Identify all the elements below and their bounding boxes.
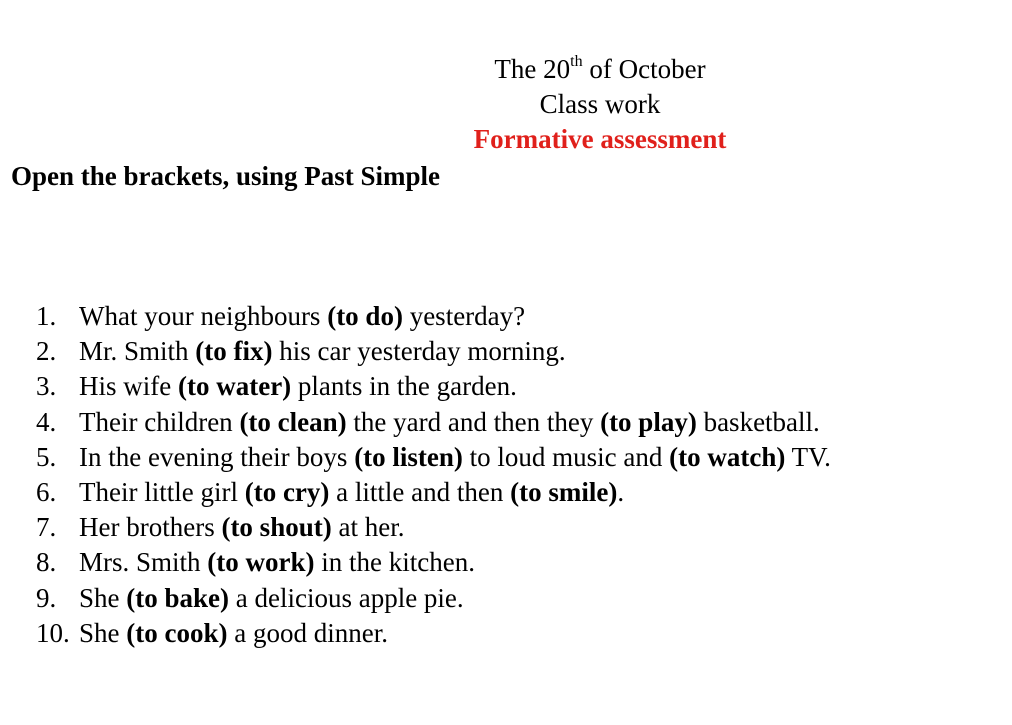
item-number: 3. — [36, 371, 57, 402]
verb-prompt: (to smile) — [510, 477, 618, 508]
sentence-text: the yard and then they — [346, 406, 601, 437]
list-item — [36, 369, 831, 404]
sentence-text: a little and then — [329, 477, 511, 508]
list-item — [36, 440, 831, 475]
item-sentence — [79, 405, 820, 440]
list-item — [36, 475, 831, 510]
item-number: 1. — [36, 301, 57, 331]
verb-prompt: (to bake) — [126, 582, 229, 613]
verb-prompt: (to do) — [327, 301, 403, 331]
sentence-text: his car yesterday morning. — [272, 336, 566, 367]
item-number: 9. — [36, 582, 57, 613]
sentence-text: TV. — [785, 441, 831, 472]
verb-prompt: (to listen) — [354, 441, 463, 472]
list-item — [36, 299, 831, 334]
verb-prompt: (to water) — [177, 371, 292, 402]
sentence-text: Mr. Smith — [79, 336, 196, 367]
sentence-text: in the kitchen. — [314, 547, 475, 578]
item-sentence — [79, 369, 517, 404]
verb-prompt: (to play) — [600, 406, 697, 437]
item-sentence — [79, 616, 388, 651]
verb-prompt: (to cook) — [126, 617, 228, 648]
sentence-text: Their children — [79, 406, 240, 437]
list-item — [36, 510, 831, 545]
exercise-list — [36, 299, 831, 651]
item-number: 2. — [36, 336, 57, 367]
sentence-text: at her. — [331, 512, 405, 543]
sentence-text: She — [79, 617, 127, 648]
date-rest: of October — [582, 54, 706, 84]
item-number: 4. — [36, 406, 57, 437]
sentence-text: a delicious apple pie. — [229, 582, 464, 613]
list-item — [36, 581, 831, 616]
sentence-text: Her brothers — [79, 512, 222, 543]
item-number: 6. — [36, 477, 57, 508]
item-number: 8. — [36, 547, 57, 578]
sentence-text: plants in the garden. — [291, 371, 517, 402]
sentence-text: Their little girl — [79, 477, 245, 508]
date-line — [400, 52, 800, 87]
assessment-title: Formative assessment — [473, 124, 727, 154]
item-number: 5. — [36, 441, 57, 472]
sentence-text: yesterday? — [402, 301, 526, 331]
item-sentence — [79, 440, 831, 475]
sentence-text: In the evening their boys — [79, 441, 355, 472]
date-prefix: The 20 — [494, 54, 571, 84]
sentence-text: What your neighbours — [79, 301, 328, 331]
document-header — [400, 52, 800, 157]
item-sentence — [79, 299, 525, 334]
item-number: 7. — [36, 512, 57, 543]
list-item — [36, 545, 831, 580]
item-sentence — [79, 475, 624, 510]
sentence-text: basketball. — [696, 406, 820, 437]
item-sentence — [79, 581, 464, 616]
list-item — [36, 616, 831, 651]
date-ordinal-suffix: th — [570, 53, 583, 70]
item-number: 10. — [36, 617, 70, 648]
verb-prompt: (to work) — [207, 547, 315, 578]
verb-prompt: (to cry) — [244, 477, 330, 508]
list-item — [36, 405, 831, 440]
sentence-text: . — [617, 477, 625, 508]
item-sentence — [79, 334, 566, 369]
verb-prompt: (to shout) — [221, 512, 332, 543]
sentence-text: Mrs. Smith — [79, 547, 208, 578]
verb-prompt: (to fix) — [195, 336, 273, 367]
sentence-text: to loud music and — [462, 441, 670, 472]
task-instruction: Open the brackets, using Past Simple — [11, 161, 441, 191]
verb-prompt: (to watch) — [669, 441, 786, 472]
item-sentence — [79, 510, 404, 545]
verb-prompt: (to clean) — [239, 406, 347, 437]
sentence-text: a good dinner. — [227, 617, 388, 648]
list-item — [36, 334, 831, 369]
class-work-label: Class work — [539, 89, 661, 119]
sentence-text: She — [79, 582, 127, 613]
item-sentence — [79, 545, 475, 580]
sentence-text: His wife — [79, 371, 178, 402]
